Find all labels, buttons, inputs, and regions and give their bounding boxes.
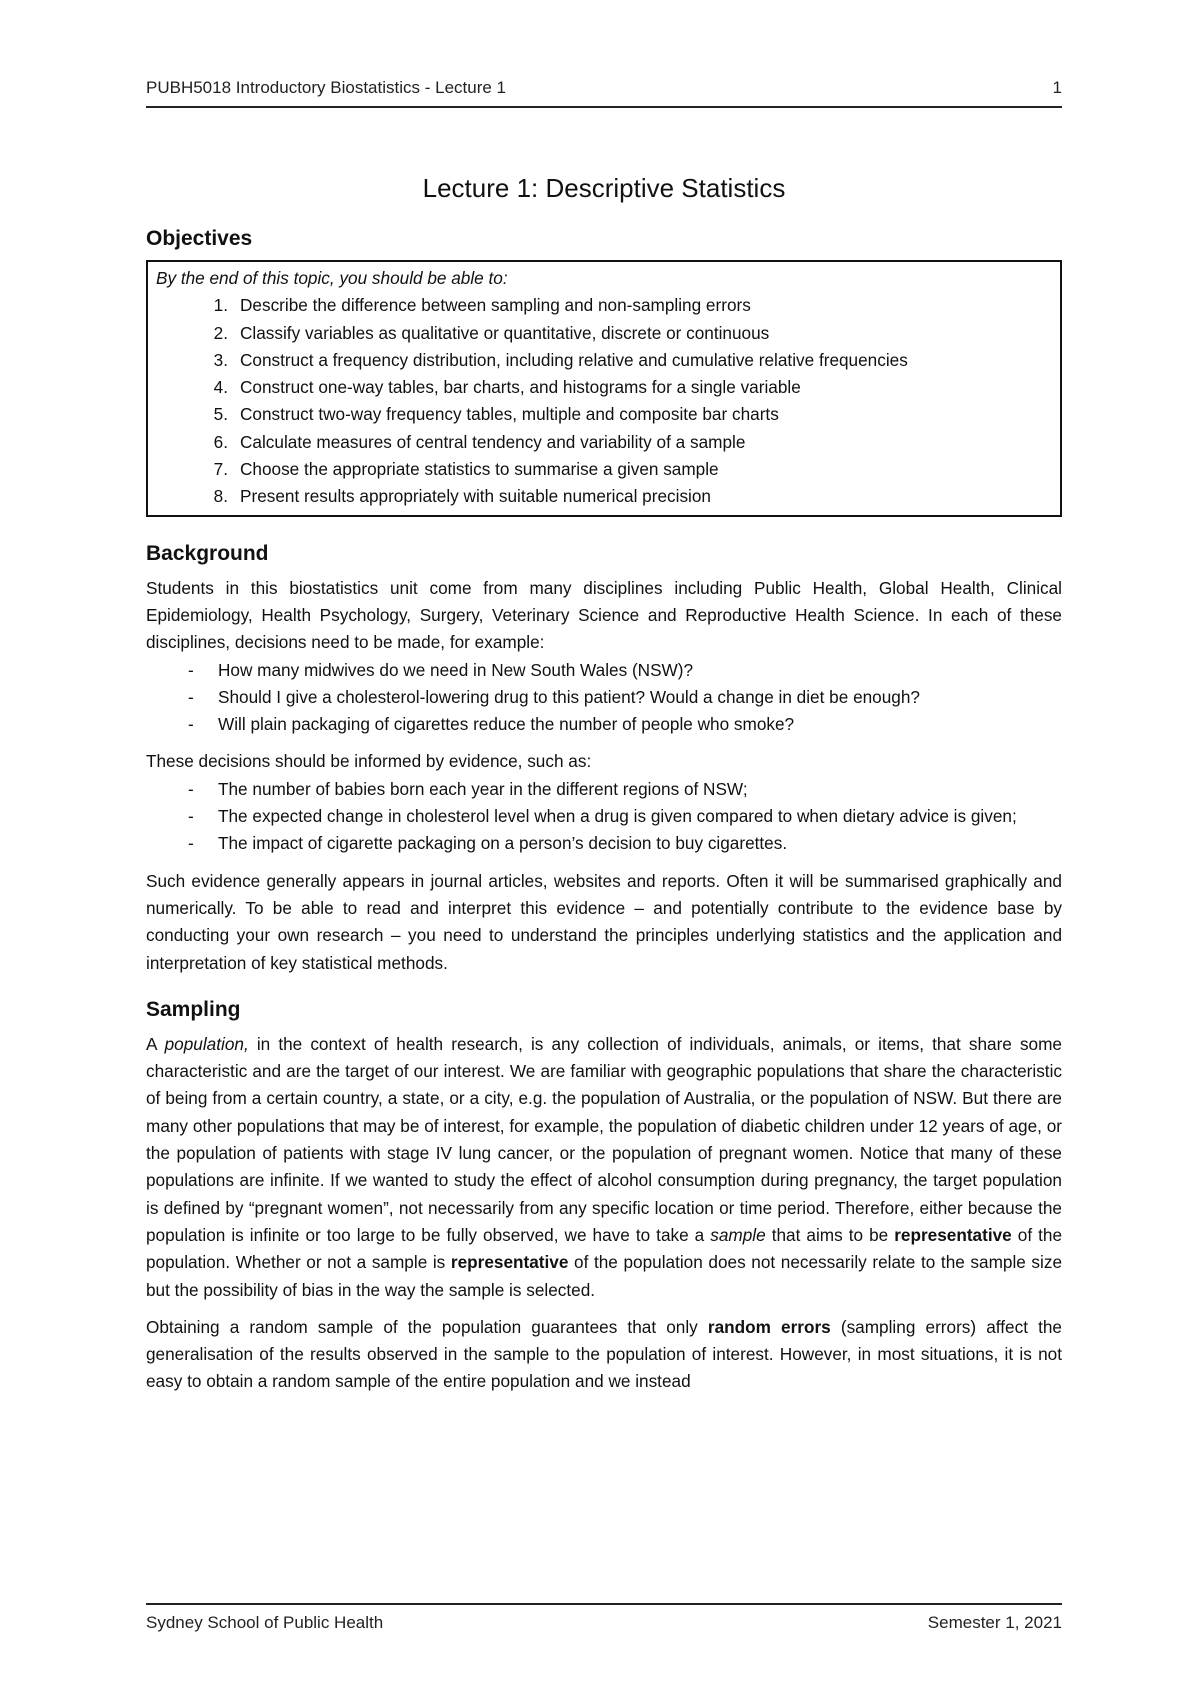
objective-number: 3. (213, 349, 228, 370)
sampling-heading: Sampling (146, 997, 241, 1021)
list-item-text: Will plain packaging of cigarettes reduce the number of people who smoke? (218, 714, 795, 735)
objective-number: 2. (213, 322, 228, 343)
term-representative: representative (450, 1252, 569, 1273)
footer-semester: Semester 1, 2021 (927, 1613, 1062, 1632)
background-paragraph-1: Students in this biostatistics unit come from many disciplines including Public Health, Global Health, Clinical Epidemiology, Health Psychology, Surgery, Veterinary Science and Reproductive Health Science. In each of these disciplines, decisions need to be made, for example: (146, 577, 1062, 653)
objective-item (156, 401, 1050, 428)
list-item-text: The impact of cigarette packaging on a person’s decision to buy cigarettes. (218, 833, 788, 854)
list-item-text: How many midwives do we need in New South Wales (NSW)? (218, 659, 694, 680)
list-item: - Will plain packaging of cigarettes reduce the number of people who smoke? (146, 711, 1062, 738)
sampling-paragraph-2: Obtaining a random sample of the population guarantees that only random errors (sampling errors) affect the generalisation of the results observed in the sample to the population of interest. However, in most situations, it is not easy to obtain a random sample of the entire population and we instead (146, 1316, 1062, 1392)
list-item: - The expected change in cholesterol level when a drug is given compared to when dietary advice is given; (146, 803, 1062, 830)
list-item-text: Should I give a cholesterol-lowering drug to this patient? Would a change in diet be enough? (218, 686, 920, 707)
list-item: - Should I give a cholesterol-lowering drug to this patient? Would a change in diet be enough? (146, 684, 1062, 711)
objective-item (156, 429, 1050, 456)
objective-text: Construct one-way tables, bar charts, and histograms for a single variable (240, 377, 801, 398)
objective-number: 7. (213, 459, 228, 480)
objective-text: Classify variables as qualitative or quantitative, discrete or continuous (240, 322, 770, 343)
term-sample: sample (710, 1224, 766, 1245)
sampling-paragraph-1: A population, in the context of health research, is any collection of individuals, animals, or items, that share some characteristic and are the target of our interest. We are familiar with geographic populations that share the characteristic of being from a certain country, a state, or a city, e.g. the population of Australia, or the population of NSW. But there are many other populations that may be of interest, for example, the population of diabetic children under 12 years of age, or the population of patients with stage IV lung cancer, or the population of pregnant women. Notice that many of these populations are infinite. If we wanted to study the effect of alcohol consumption during pregnancy, the target population is defined by “pregnant women”, not necessarily from any specific location or time period. Therefore, either because the population is infinite or too large to be fully observed, we have to take a sample that aims to be representative of the population. Whether or not a sample is representative of the population does not necessarily relate to the sample size but the possibility of bias in the way the sample is selected. (146, 1033, 1063, 1300)
objective-item (156, 456, 1050, 483)
objective-number: 6. (213, 431, 228, 452)
objective-item (156, 483, 1050, 510)
list-item-text: The number of babies born each year in the different regions of NSW; (218, 778, 748, 799)
objectives-list (156, 292, 1050, 510)
term-representative: representative (894, 1224, 1012, 1245)
lecture-title: Lecture 1: Descriptive Statistics (422, 173, 786, 203)
objective-number: 1. (213, 295, 228, 316)
background-paragraph-2: These decisions should be informed by evidence, such as: (146, 751, 592, 772)
objective-text: Calculate measures of central tendency and variability of a sample (240, 431, 746, 452)
list-item-text: The expected change in cholesterol level when a drug is given compared to when dietary advice is given; (218, 806, 1017, 827)
objective-number: 4. (213, 377, 228, 398)
background-heading: Background (146, 541, 269, 565)
objective-item (156, 347, 1050, 374)
term-population: population, (164, 1033, 249, 1054)
term-random-errors: random errors (707, 1316, 831, 1337)
list-item: - The number of babies born each year in the different regions of NSW; (146, 776, 1062, 803)
evidence-list (146, 776, 1062, 858)
background-paragraph-3: Such evidence generally appears in journal articles, websites and reports. Often it will be summarised graphically and numerically. To be able to read and interpret this evidence – and potentially contribute to the evidence base by conducting your own research – you need to understand the principles underlying statistics and the application and interpretation of key statistical methods. (146, 870, 1062, 973)
footer-school: Sydney School of Public Health (146, 1613, 384, 1632)
page-footer (146, 1603, 1062, 1633)
page-header (146, 78, 1062, 108)
header-page-number: 1 (1052, 78, 1062, 97)
objective-item (156, 292, 1050, 319)
objective-item (156, 320, 1050, 347)
objective-number: 8. (213, 486, 228, 507)
decision-questions-list (146, 657, 1062, 739)
header-course-title: PUBH5018 Introductory Biostatistics - Lecture 1 (146, 78, 506, 97)
objective-item (156, 374, 1050, 401)
page-content (146, 172, 1062, 1396)
objectives-intro: By the end of this topic, you should be able to: (156, 268, 508, 288)
objective-text: Present results appropriately with suitable numerical precision (240, 486, 711, 507)
objective-text: Construct a frequency distribution, including relative and cumulative relative frequencies (240, 349, 908, 370)
objectives-box (146, 260, 1062, 517)
objective-text: Describe the difference between sampling and non-sampling errors (240, 295, 751, 316)
objective-text: Choose the appropriate statistics to summarise a given sample (240, 459, 719, 480)
list-item: - The impact of cigarette packaging on a person’s decision to buy cigarettes. (146, 830, 1062, 857)
objective-text: Construct two-way frequency tables, multiple and composite bar charts (240, 404, 779, 425)
objectives-heading: Objectives (146, 227, 253, 250)
list-item: - How many midwives do we need in New South Wales (NSW)? (146, 657, 1062, 684)
objective-number: 5. (213, 404, 228, 425)
